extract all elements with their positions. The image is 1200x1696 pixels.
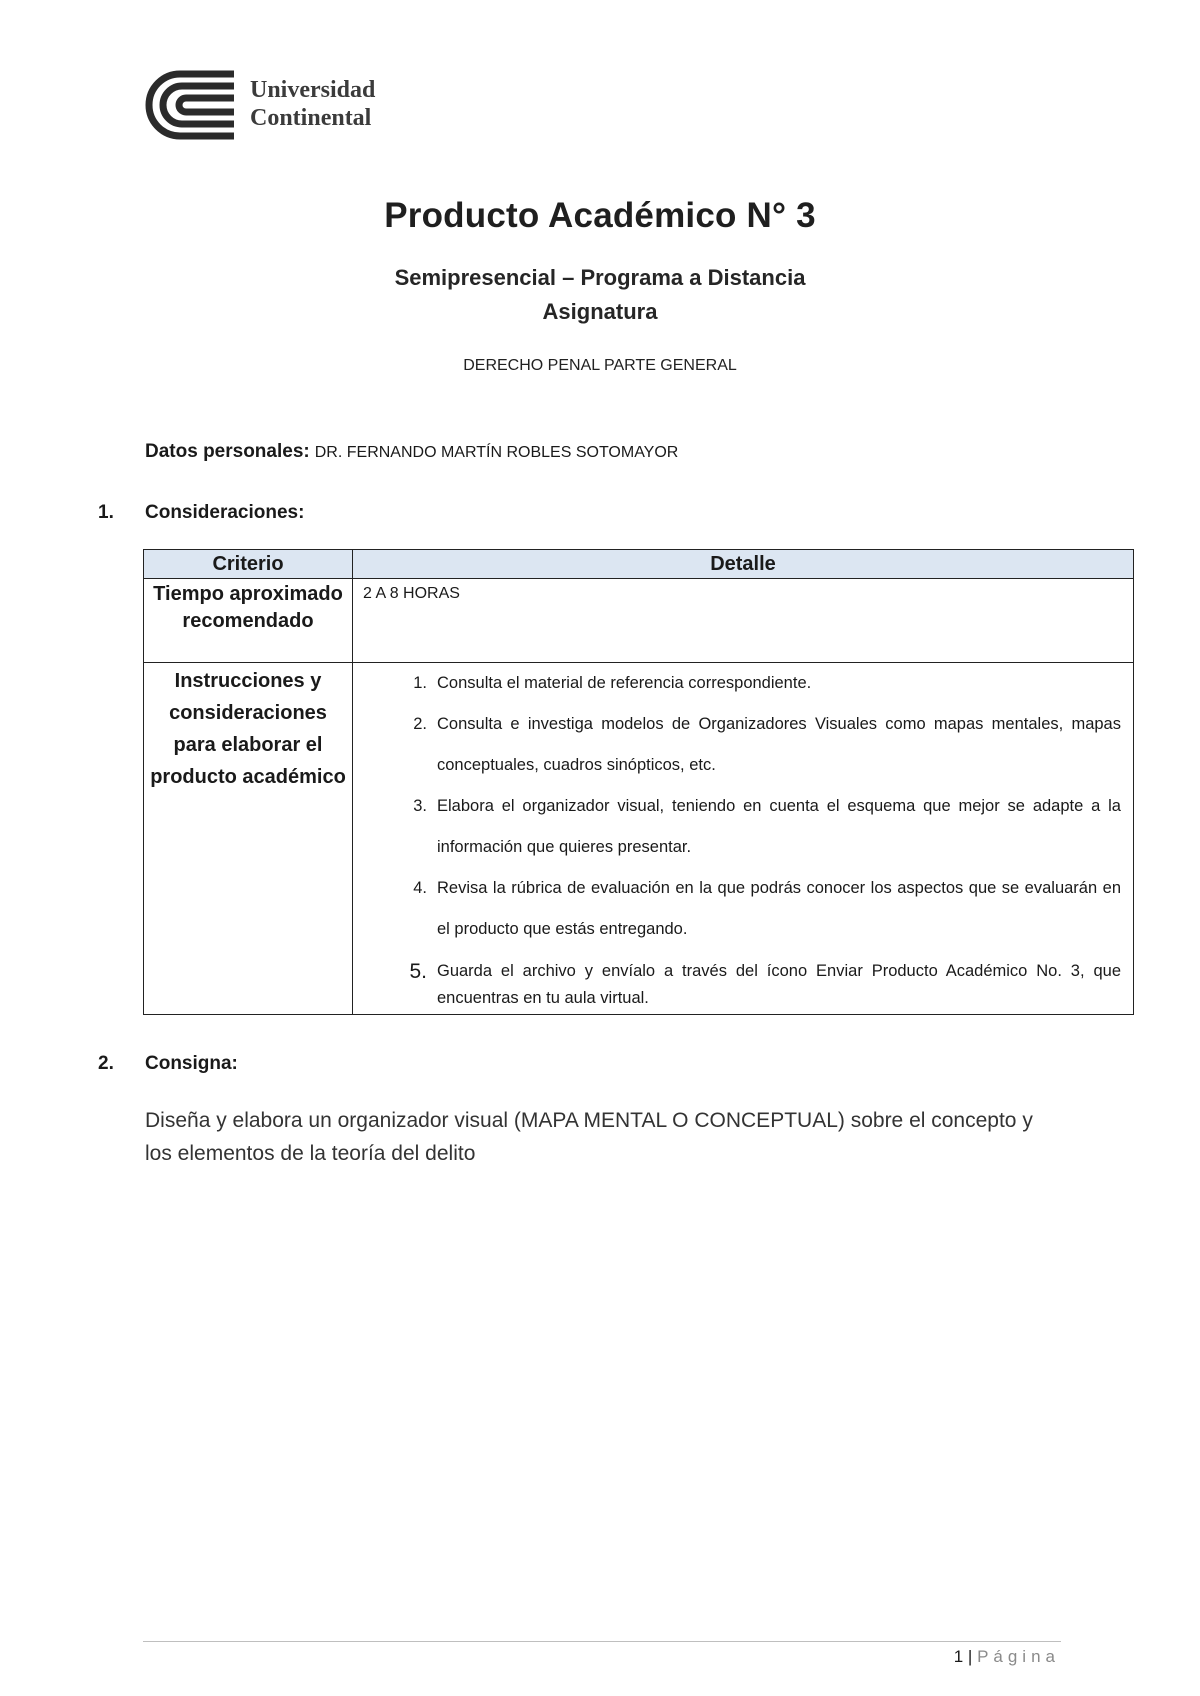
step-text: Elabora el organizador visual, teniendo en cuenta el esquema que mejor se adapte a la información que quieres presentar. [437,797,1121,856]
page-title: Producto Académico N° 3 [384,196,816,235]
table-row [144,663,1134,1015]
detalle-tiempo: 2 A 8 HORAS [353,579,1134,663]
footer-divider [143,1641,1061,1642]
logo-line-1: Universidad [250,77,376,103]
footer-separator: | [967,1647,973,1666]
step-number: 5. [409,960,427,983]
detalle-instrucciones [353,663,1134,1015]
step-number: 3. [413,797,427,815]
step-number: 1. [413,674,427,692]
page-label: Página [977,1647,1060,1666]
logo-mark-icon [142,70,242,140]
section-2-heading [98,1053,238,1075]
step-text: Consulta e investiga modelos de Organizadores Visuales como mapas mentales, mapas conceptuales, cuadros sinópticos, etc. [437,715,1121,774]
table-header-row [144,550,1134,579]
list-item [353,663,1121,704]
subtitle-asignatura: Asignatura [542,299,658,324]
step-text: Guarda el archivo y envíalo a través del ícono Enviar Producto Académico No. 3, que encuentras en tu aula virtual. [437,962,1121,1007]
university-logo [142,70,402,140]
section-1-heading [98,502,304,524]
criteria-table [143,549,1134,1015]
section-2-title: Consigna: [145,1053,238,1074]
section-1-number: 1. [98,502,114,523]
step-number: 2. [413,715,427,733]
course-name: DERECHO PENAL PARTE GENERAL [463,357,737,374]
consigna-text: Diseña y elabora un organizador visual (MAPA MENTAL O CONCEPTUAL) sobre el concepto y los elementos de la teoría del delito [145,1109,1033,1165]
list-item [353,950,1121,1014]
criterio-tiempo: Tiempo aproximado recomendado [144,579,353,663]
table-row [144,579,1134,663]
list-item [353,704,1121,786]
page-footer [800,1647,1060,1667]
personal-label: Datos personales: [145,441,310,462]
header-criterio: Criterio [144,550,353,579]
subtitle: Semipresencial – Programa a Distancia [394,265,806,290]
personal-data [145,441,678,463]
logo-line-2: Continental [250,105,372,131]
section-2-number: 2. [98,1053,114,1074]
step-text: Consulta el material de referencia correspondiente. [437,674,812,692]
list-item [353,786,1121,868]
section-1-title: Consideraciones: [145,502,305,523]
page-number: 1 [953,1647,964,1666]
criterio-instrucciones: Instrucciones y consideraciones para elaborar el producto académico [144,663,353,1015]
step-text: Revisa la rúbrica de evaluación en la que podrás conocer los aspectos que se evaluarán en el producto que estás entregando. [437,879,1121,938]
step-number: 4. [413,879,427,897]
logo-text [250,76,375,132]
header-detalle: Detalle [353,550,1134,579]
personal-value: DR. FERNANDO MARTÍN ROBLES SOTOMAYOR [314,444,679,461]
list-item [353,868,1121,950]
steps-list [353,663,1133,1014]
